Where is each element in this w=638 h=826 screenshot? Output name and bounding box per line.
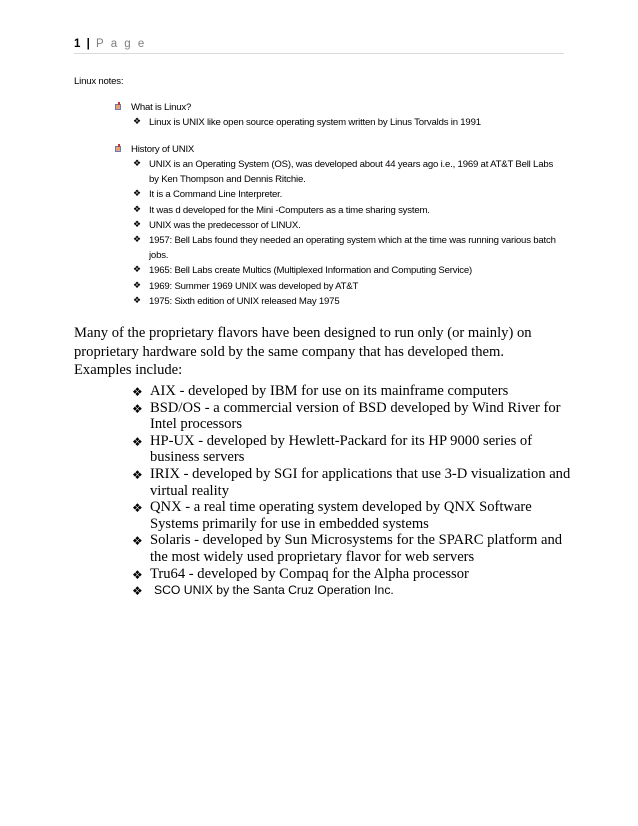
list-item: ❖ 1969: Summer 1969 UNIX was developed by AT&T <box>133 279 563 294</box>
diamond-bullet-icon: ❖ <box>133 295 141 306</box>
intro-paragraph: Many of the proprietary flavors have been designed to run only (or mainly) on proprietary hardware sold by the same company that has developed them. Examples include: <box>74 325 532 378</box>
list-item: ❖ IRIX - developed by SGI for applications that use 3-D visualization and virtual reality <box>132 465 571 499</box>
section-list <box>133 157 563 309</box>
section-what-is-linux <box>114 100 481 130</box>
list-item: ❖ BSD/OS - a commercial version of BSD developed by Wind River for Intel processors <box>132 399 561 433</box>
list-item: ❖ HP-UX - developed by Hewlett-Packard for its HP 9000 series of business servers <box>132 432 533 466</box>
list-item: ❖ It is a Command Line Interpreter. <box>133 187 563 202</box>
page-word: P a g e <box>96 38 147 50</box>
section-list <box>133 115 481 130</box>
section-history-of-unix <box>114 142 563 309</box>
list-item: ❖ AIX - developed by IBM for use on its mainframe computers <box>132 383 509 399</box>
diamond-bullet-icon: ❖ <box>133 219 141 230</box>
list-item: ❖ It was d developed for the Mini -Computers as a time sharing system. <box>133 203 563 218</box>
diamond-bullet-icon: ❖ <box>132 501 143 516</box>
pointing-hand-icon <box>114 101 124 111</box>
list-item: ❖ 1975: Sixth edition of UNIX released May 1975 <box>133 294 563 309</box>
diamond-bullet-icon: ❖ <box>133 280 141 291</box>
diamond-bullet-icon: ❖ <box>132 534 143 549</box>
diamond-bullet-icon: ❖ <box>132 567 143 582</box>
page-header <box>74 38 564 54</box>
list-item: ❖ Tru64 - developed by Compaq for the Alpha processor <box>132 565 469 582</box>
diamond-bullet-icon: ❖ <box>132 467 143 482</box>
diamond-bullet-icon: ❖ <box>132 584 143 599</box>
section-heading: What is Linux? <box>131 101 192 113</box>
diamond-bullet-icon: ❖ <box>132 401 143 416</box>
diamond-bullet-icon: ❖ <box>133 265 141 276</box>
list-item: ❖ 1965: Bell Labs create Multics (Multiplexed Information and Computing Service) <box>133 263 563 278</box>
page-number: 1 <box>74 38 81 50</box>
list-item: ❖ UNIX was the predecessor of LINUX. <box>133 218 563 233</box>
list-item: ❖ SCO UNIX by the Santa Cruz Operation Inc. <box>132 583 394 599</box>
diamond-bullet-icon: ❖ <box>133 204 141 215</box>
pointing-hand-icon <box>114 143 124 153</box>
header-separator: | <box>86 38 91 50</box>
diamond-bullet-icon: ❖ <box>132 385 143 399</box>
diamond-bullet-icon: ❖ <box>133 189 141 200</box>
diamond-bullet-icon: ❖ <box>132 434 143 449</box>
list-item: ❖ 1957: Bell Labs found they needed an operating system which at the time was running various batch jobs. <box>133 235 556 262</box>
diamond-bullet-icon: ❖ <box>133 117 141 127</box>
list-item: ❖ Linux is UNIX like open source operating system written by Linus Torvalds in 1991 <box>133 115 481 130</box>
list-item: ❖ QNX - a real time operating system developed by QNX Software Systems primarily for use in embedded systems <box>132 499 532 532</box>
diamond-bullet-icon: ❖ <box>133 235 141 246</box>
section-heading: History of UNIX <box>131 143 195 155</box>
list-item: ❖ Solaris - developed by Sun Microsystems for the SPARC platform and the most widely used proprietary flavor for web servers <box>132 532 563 565</box>
flavors-list <box>132 383 572 599</box>
diamond-bullet-icon: ❖ <box>133 159 141 169</box>
list-item: ❖ UNIX is an Operating System (OS), was developed about 44 years ago i.e., 1969 at AT&T Bell Labs by Ken Thompson and Dennis Ritchie. <box>133 159 554 186</box>
notes-title: Linux notes: <box>74 76 124 87</box>
